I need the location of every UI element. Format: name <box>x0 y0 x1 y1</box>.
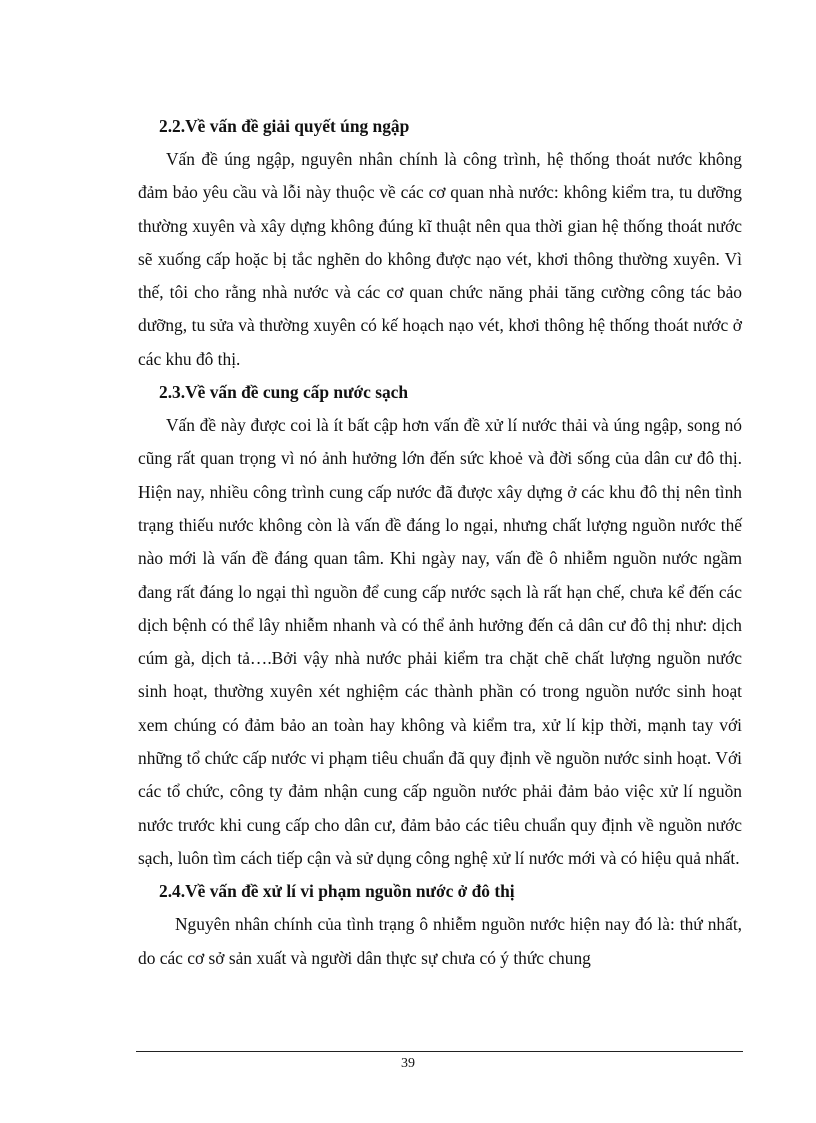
page-number: 39 <box>401 1056 415 1071</box>
footer-divider <box>136 1051 743 1052</box>
page-body <box>138 110 742 975</box>
section-heading-2-4: 2.4.Về vấn đề xử lí vi phạm nguồn nước ở đô thị <box>159 881 515 902</box>
section-heading-2-2: 2.2.Về vấn đề giải quyết úng ngập <box>159 116 410 136</box>
section-heading-2-3: 2.3.Về vấn đề cung cấp nước sạch <box>159 382 409 403</box>
section-2-3-paragraph: Vấn đề này được coi là ít bất cập hơn vấn đề xử lí nước thải và úng ngập, song nó cũng rất quan trọng vì nó ảnh hưởng lớn đến sức khoẻ và đời sống của dân cư đô thị. Hiện nay, nhiều công trình cung cấp nước đã được xây dựng ở các khu đô thị nên tình trạng thiếu nước không còn là vấn đề đáng lo ngại, nhưng chất lượng nguồn nước thế nào mới là vấn đề đáng quan tâm. Khi ngày nay, vấn đề ô nhiễm nguồn nước ngầm đang rất đáng lo ngại thì nguồn để cung cấp nước sạch là rất hạn chế, chưa kể đến các dịch bệnh có thể lây nhiễm nhanh và có thể ảnh hưởng đến cả dân cư đô thị như: dịch cúm gà, dịch tả….Bởi vậy nhà nước phải kiểm tra chặt chẽ chất lượng nguồn nước sinh hoạt, thường xuyên xét nghiệm các thành phần có trong nguồn nước sinh hoạt xem chúng có đảm bảo an toàn hay không và kiểm tra, xử lí kịp thời, mạnh tay với những tổ chức cấp nước vi phạm tiêu chuẩn đã quy định về nguồn nước sinh hoạt. Với các tổ chức, công ty đảm nhận cung cấp nguồn nước phải đảm bảo việc xử lí nguồn nước trước khi cung cấp cho dân cư, đảm bảo các tiêu chuẩn quy định về nguồn nước sạch, luôn tìm cách tiếp cận và sử dụng công nghệ xử lí nước mới và có hiệu quả nhất. <box>138 415 742 868</box>
section-2-2-paragraph: Vấn đề úng ngập, nguyên nhân chính là công trình, hệ thống thoát nước không đảm bảo yêu cầu và lỗi này thuộc về các cơ quan nhà nước: không kiểm tra, tu dưỡng thường xuyên và xây dựng không đúng kĩ thuật nên qua thời gian hệ thống thoát nước sẽ xuống cấp hoặc bị tắc nghẽn do không được nạo vét, khơi thông thường xuyên. Vì thế, tôi cho rằng nhà nước và các cơ quan chức năng phải tăng cường công tác bảo dưỡng, tu sửa và thường xuyên có kế hoạch nạo vét, khơi thông hệ thống thoát nước ở các khu đô thị. <box>138 149 742 369</box>
section-2-4-paragraph: Nguyên nhân chính của tình trạng ô nhiễm nguồn nước hiện nay đó là: thứ nhất, do các cơ sở sản xuất và người dân thực sự chưa có ý thức chung <box>138 914 742 968</box>
